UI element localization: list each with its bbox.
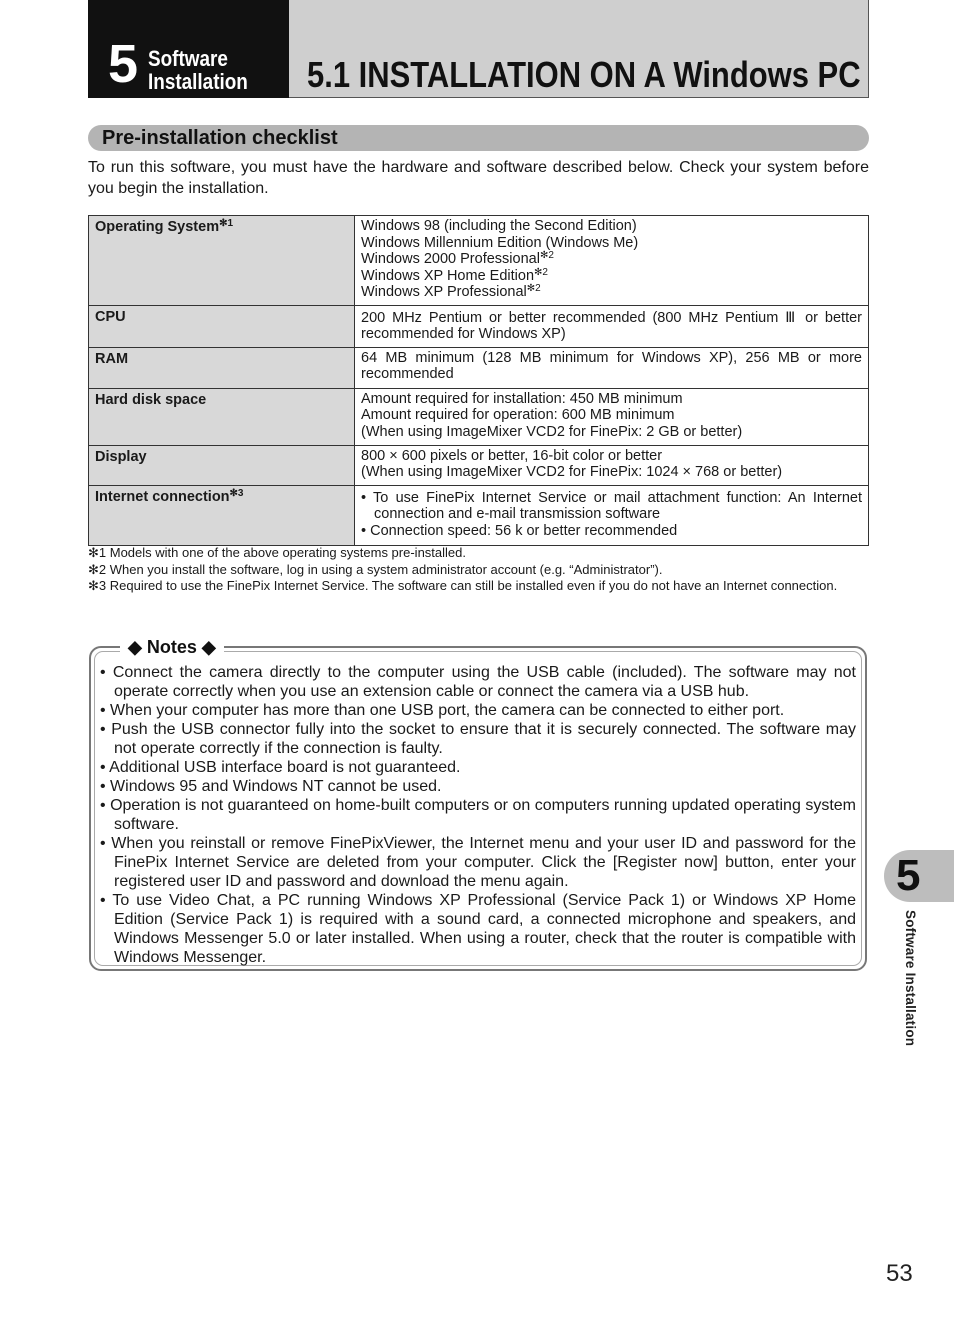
chapter-side-tab xyxy=(884,850,954,902)
value-text: Windows Millennium Edition (Windows Me) xyxy=(361,234,639,251)
footnote: ✻3 Required to use the FinePix Internet Service. The software can still be installed even if you do not have an Internet connection. xyxy=(88,578,838,594)
value-line xyxy=(361,235,862,252)
value-text: Windows 2000 Professional xyxy=(361,251,540,267)
row-value xyxy=(355,388,869,445)
intro-paragraph: To run this software, you must have the hardware and software described below. Check your system before you begin the installation. xyxy=(88,159,869,197)
row-value xyxy=(355,347,869,388)
table-row xyxy=(89,485,869,545)
row-label: Hard disk space xyxy=(89,388,355,445)
row-label: CPU xyxy=(89,305,355,347)
requirements-table xyxy=(88,215,869,546)
section-heading-bar xyxy=(88,125,869,151)
footnotes xyxy=(88,545,869,595)
value-text: Windows XP Professional xyxy=(361,284,527,300)
row-label: RAM xyxy=(89,347,355,388)
row-label-text: Operating System xyxy=(95,219,220,235)
table-row xyxy=(89,305,869,347)
row-value xyxy=(355,305,869,347)
notes-list xyxy=(100,663,856,967)
value-text: (When using ImageMixer VCD2 for FinePix: 2 GB or better) xyxy=(361,423,743,440)
row-value xyxy=(355,485,869,545)
chapter-title-line2: Installation xyxy=(148,69,248,94)
value-bullet: • To use FinePix Internet Service or mail attachment function: An Internet connection and e-mail transmission software xyxy=(361,489,862,522)
footnote-marker: ✻2 xyxy=(534,266,548,278)
footnote: ✻1 Models with one of the above operating systems pre-installed. xyxy=(88,545,466,560)
row-value xyxy=(355,216,869,306)
list-item: • To use Video Chat, a PC running Windows XP Professional (Service Pack 1) or Windows XP Home Edition (Service Pack 1) is required with a sound card, a connected microphone and speakers, and Windows Messenger 5.0 or later installed. When using a router, check that the router is compatible with Windows Messenger. xyxy=(100,892,856,966)
list-item: • Operation is not guaranteed on home-built computers or on computers running updated operating system software. xyxy=(100,797,856,833)
row-label xyxy=(89,485,355,545)
side-tab-number: 5 xyxy=(896,851,921,900)
row-label xyxy=(89,216,355,306)
notes-heading: ◆ Notes ◆ xyxy=(120,636,224,658)
table-row xyxy=(89,347,869,388)
value-text: Windows 98 (including the Second Edition) xyxy=(361,218,637,234)
section-title: Pre-installation checklist xyxy=(102,127,338,149)
value-text: Windows XP Home Edition xyxy=(361,267,535,284)
footnote-marker: ✻3 xyxy=(229,487,244,499)
list-item: • When you reinstall or remove FinePixViewer, the Internet menu and your user ID and password for the FinePix Internet Service are deleted from your computer. Click the [Register now] button, enter your registered user ID and password and download the menu again. xyxy=(100,835,856,890)
list-item: • Additional USB interface board is not guaranteed. xyxy=(100,759,461,776)
value-line xyxy=(361,218,862,235)
page-title: 5.1 INSTALLATION ON A Windows PC xyxy=(307,54,861,95)
value-text: 64 MB minimum (128 MB minimum for Windows XP), 256 MB or more recommended xyxy=(361,349,862,382)
row-label: Display xyxy=(89,445,355,485)
chapter-title-line1: Software xyxy=(148,46,228,71)
list-item: • Connect the camera directly to the computer using the USB cable (included). The software may not operate correctly when you use an extension cable or connect the camera via a USB hub. xyxy=(100,664,856,700)
footnote-marker: ✻1 xyxy=(219,218,234,229)
page-number: 53 xyxy=(886,1260,913,1287)
table-row xyxy=(89,388,869,445)
footnote: ✻2 When you install the software, log in using a system administrator account (e.g. “Administrator”). xyxy=(88,561,663,577)
value-text: (When using ImageMixer VCD2 for FinePix: 1024 × 768 or better) xyxy=(361,464,783,480)
value-line xyxy=(361,251,862,268)
value-line xyxy=(361,284,862,301)
value-line xyxy=(361,268,862,285)
side-tab-label: Software Installation xyxy=(903,910,918,1047)
page-title-band xyxy=(289,0,868,97)
value-text: Amount required for operation: 600 MB minimum xyxy=(361,407,675,423)
list-item: • Windows 95 and Windows NT cannot be used. xyxy=(100,778,442,795)
list-item: • Push the USB connector fully into the socket to ensure that it is securely connected. The software may not operate correctly if the connection is faulty. xyxy=(100,721,856,757)
value-text: 800 × 600 pixels or better, 16-bit color or better xyxy=(361,447,663,464)
chapter-number: 5 xyxy=(108,34,139,94)
row-value xyxy=(355,445,869,485)
value-text: Amount required for installation: 450 MB minimum xyxy=(361,390,683,407)
chapter-badge xyxy=(88,0,289,98)
list-item: • When your computer has more than one USB port, the camera can be connected to either port. xyxy=(100,702,785,719)
footnote-marker: ✻2 xyxy=(539,250,554,261)
chapter-title xyxy=(148,47,248,93)
table-row xyxy=(89,445,869,485)
value-bullet: • Connection speed: 56 k or better recommended xyxy=(361,522,678,539)
row-label-text: Internet connection xyxy=(95,488,230,505)
chapter-header xyxy=(88,0,869,98)
value-text: 200 MHz Pentium or better recommended (800 MHz Pentium Ⅲ or better recommended for Windows XP) xyxy=(361,309,862,342)
footnote-marker: ✻2 xyxy=(526,283,541,294)
table-row xyxy=(89,216,869,306)
